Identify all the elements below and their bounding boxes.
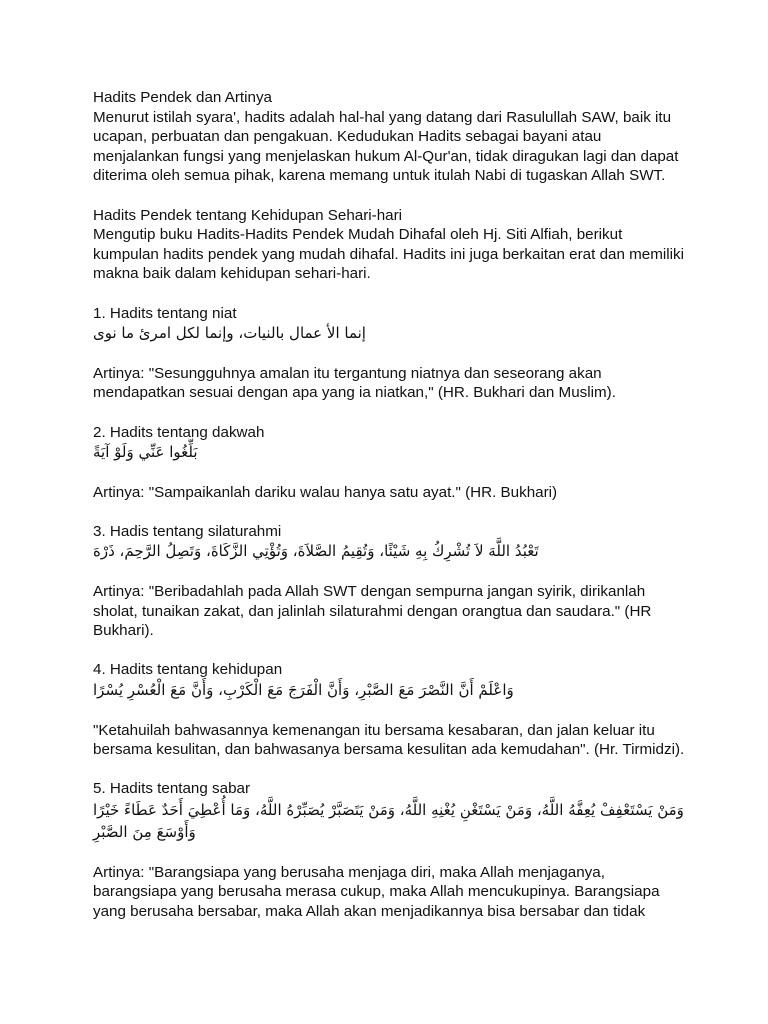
section-paragraph: Mengutip buku Hadits-Hadits Pendek Mudah Dihafal oleh Hj. Siti Alfiah, berikut kumpulan hadits pendek yang mudah dihafal. Hadits ini juga berkaitan erat dan memiliki makna baik dalam kehidupan sehari-hari.: [93, 226, 684, 283]
hadith-2-meaning: Artinya: "Sampaikanlah dariku walau hanya satu ayat." (HR. Bukhari): [93, 483, 558, 501]
spacer: [93, 403, 688, 423]
hadith-3-meaning: Artinya: "Beribadahlah pada Allah SWT dengan sempurna jangan syirik, dirikanlah sholat, tunaikan zakat, dan jalinlah silaturahmi dengan orangtua dan saudara." (HR Bukhari).: [93, 583, 652, 640]
hadith-5-title: 5. Hadits tentang sabar: [93, 780, 251, 798]
spacer: [93, 843, 688, 863]
spacer: [93, 701, 688, 721]
hadith-3-title: 3. Hadis tentang silaturahmi: [93, 522, 282, 540]
hadith-1-meaning: Artinya: "Sesungguhnya amalan itu tergantung niatnya dan seseorang akan mendapatkan sesuai dengan apa yang ia niatkan," (HR. Bukhari dan Muslim).: [93, 364, 616, 402]
spacer: [93, 284, 688, 304]
hadith-1-title: 1. Hadits tentang niat: [93, 304, 237, 322]
hadith-2-arabic: بَلِّغُوا عَنِّي وَلَوْ آيَةً: [93, 443, 198, 462]
spacer: [93, 463, 688, 483]
document-page: [93, 88, 688, 921]
hadith-4-arabic: وَاعْلَمْ أَنَّ النَّصْرَ مَعَ الصَّبْرِ، وَأَنَّ الْفَرَجَ مَعَ الْكَرْبِ، وَأَنَّ مَعَ الْعُسْرِ يُسْرًا: [93, 681, 514, 700]
hadith-4-meaning: "Ketahuilah bahwasannya kemenangan itu bersama kesabaran, dan jalan keluar itu bersama kesulitan, dan bahwasanya bersama kesulitan ada kemudahan". (Hr. Tirmidzi).: [93, 721, 685, 759]
hadith-1-arabic: إنما الأ عمال بالنيات، وإنما لكل امرئ ما نوى: [93, 324, 366, 343]
hadith-5-arabic: وَمَنْ يَسْتَعْفِفْ يُعِفَّهُ اللَّهُ، وَمَنْ يَسْتَغْنِ يُغْنِهِ اللَّهُ، وَمَنْ يَتَصَبَّرْ يُصَبِّرْهُ اللَّهُ، وَمَا أُعْطِيَ أَحَدٌ عَطَاءً خَيْرًا وَأَوْسَعَ مِنَ الصَّبْرِ: [93, 801, 684, 841]
section-heading: Hadits Pendek tentang Kehidupan Sehari-hari: [93, 206, 403, 224]
spacer: [93, 562, 688, 582]
hadith-2-title: 2. Hadits tentang dakwah: [93, 423, 265, 441]
spacer: [93, 641, 688, 661]
intro-paragraph: Menurut istilah syara', hadits adalah hal-hal yang datang dari Rasulullah SAW, baik itu ucapan, perbuatan dan pengakuan. Kedudukan Hadits sebagai bayani atau menjalankan fungsi yang menjelaskan hukum Al-Qur'an, tidak diragukan lagi dan dapat diterima oleh semua pihak, karena memang untuk itulah Nabi di tugaskan Allah SWT.: [93, 108, 679, 185]
hadith-4-title: 4. Hadits tentang kehidupan: [93, 661, 283, 679]
hadith-5-meaning: Artinya: "Barangsiapa yang berusaha menjaga diri, maka Allah menjaganya, barangsiapa yang berusaha merasa cukup, maka Allah mencukupinya. Barangsiapa yang berusaha bersabar, maka Allah akan menjadikannya bisa bersabar dan tidak: [93, 863, 660, 920]
spacer: [93, 344, 688, 364]
spacer: [93, 760, 688, 780]
article-title: Hadits Pendek dan Artinya: [93, 89, 272, 106]
hadith-3-arabic: تَعْبُدُ اللَّهَ لاَ تُشْرِكُ بِهِ شَيْئًا، وَتُقِيمُ الصَّلاَةَ، وَتُؤْتِي الزَّكَاةَ، وَتَصِلُ الرَّحِمَ، ذَرْهَ: [93, 542, 539, 561]
spacer: [93, 502, 688, 522]
spacer: [93, 186, 688, 206]
